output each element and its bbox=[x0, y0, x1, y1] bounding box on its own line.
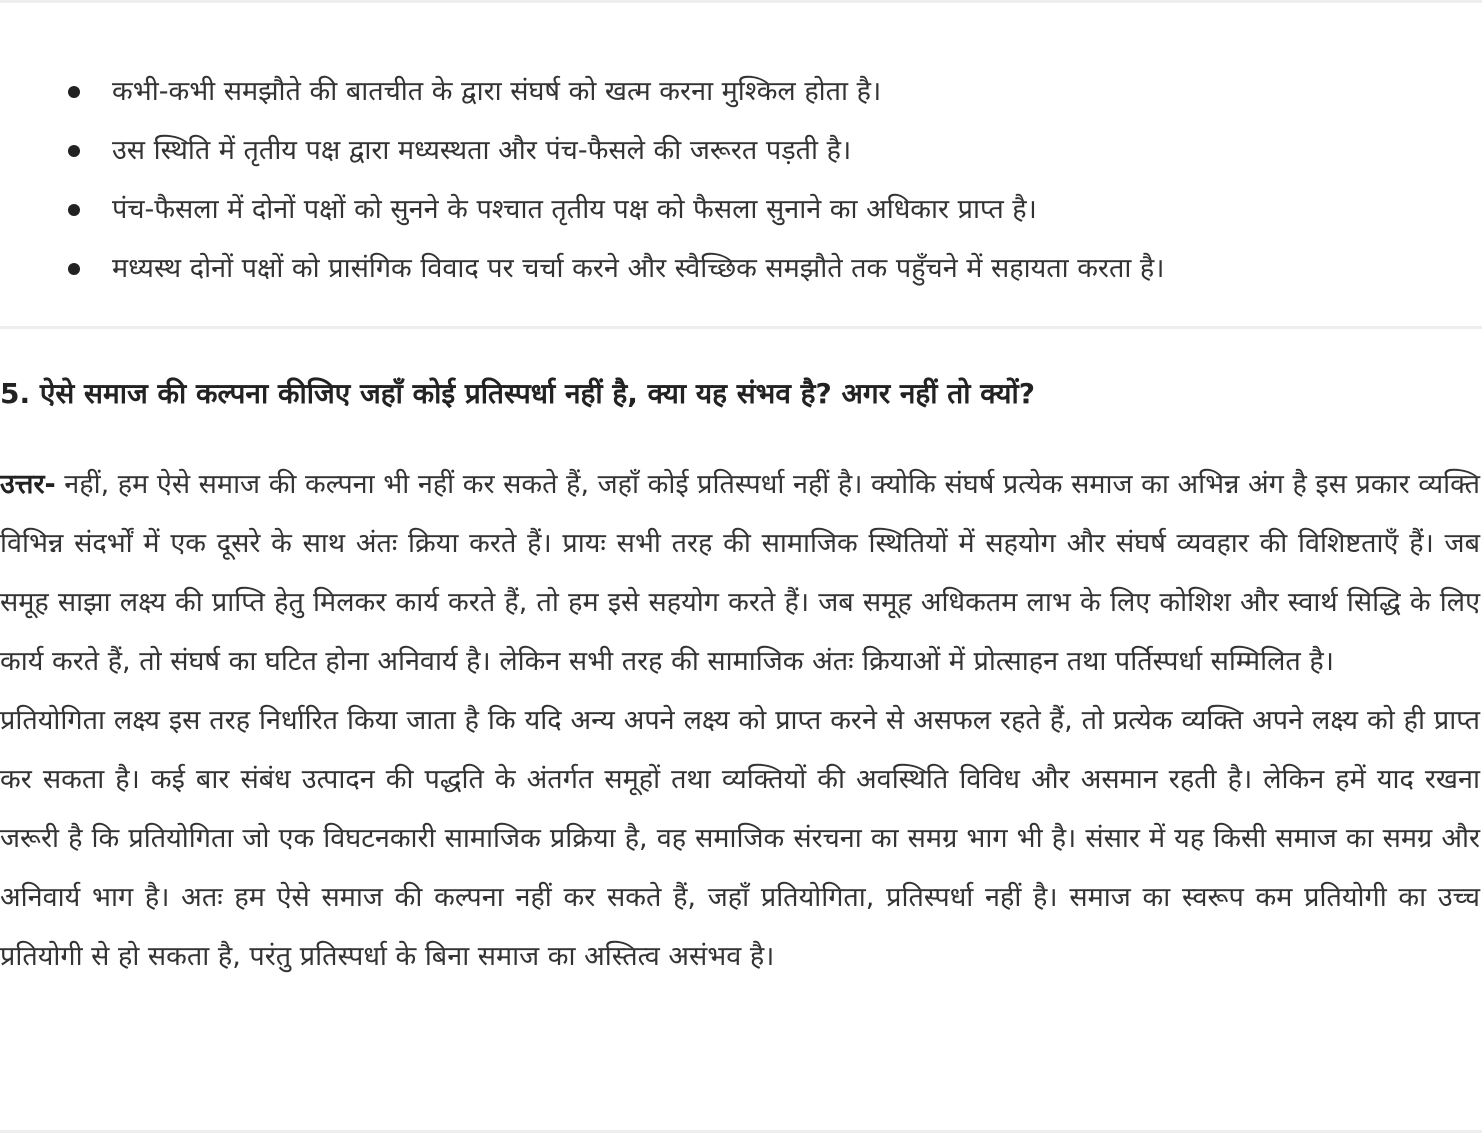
list-item-text: कभी-कभी समझौते की बातचीत के द्वारा संघर्ष को खत्म करना मुश्किल होता है। bbox=[112, 76, 882, 107]
list-item-text: पंच-फैसला में दोनों पक्षों को सुनने के पश्चात तृतीय पक्ष को फैसला सुनाने का अधिकार प्राप्त है। bbox=[112, 194, 1037, 225]
answer-paragraph bbox=[0, 455, 1480, 691]
answer-block bbox=[0, 455, 1480, 986]
bullet-icon bbox=[68, 204, 80, 216]
answer-label: उत्तर- bbox=[0, 469, 56, 500]
bullet-icon bbox=[68, 263, 80, 275]
bullet-icon bbox=[68, 145, 80, 157]
section-divider bbox=[0, 326, 1482, 329]
question-heading: 5. ऐसे समाज की कल्पना कीजिए जहाँ कोई प्रतिस्पर्धा नहीं है, क्या यह संभव है? अगर नहीं तो क्यों? bbox=[0, 377, 1035, 410]
list-item bbox=[112, 121, 1472, 180]
list-item bbox=[112, 62, 1472, 121]
list-item bbox=[112, 180, 1472, 239]
bullet-list bbox=[0, 62, 1472, 298]
answer-text: नहीं, हम ऐसे समाज की कल्पना भी नहीं कर सकते हैं, जहाँ कोई प्रतिस्पर्धा नहीं है। क्योकि संघर्ष प्रत्येक समाज का अभिन्न अंग है इस प्रकार व्यक्ति विभिन्न संदर्भों में एक दूसरे के साथ अंतः क्रिया करते हैं। प्रायः सभी तरह की सामाजिक स्थितियों में सहयोग और संघर्ष व्यवहार की विशिष्टताएँ हैं। जब समूह साझा लक्ष्य की प्राप्ति हेतु मिलकर कार्य करते हैं, तो हम इसे सहयोग करते हैं। जब समूह अधिकतम लाभ के लिए कोशिश और स्वार्थ सिद्धि के लिए कार्य करते हैं, तो संघर्ष का घटित होना अनिवार्य है। लेकिन सभी तरह की सामाजिक अंतः क्रियाओं में प्रोत्साहन तथा पर्तिस्पर्धा सम्मिलित है। bbox=[0, 469, 1480, 677]
list-item bbox=[112, 239, 1472, 298]
list-item-text: मध्यस्थ दोनों पक्षों को प्रासंगिक विवाद पर चर्चा करने और स्वैच्छिक समझौते तक पहुँचने में सहायता करता है। bbox=[112, 253, 1165, 284]
bottom-divider bbox=[0, 1130, 1482, 1133]
bullet-icon bbox=[68, 86, 80, 98]
top-divider bbox=[0, 0, 1482, 3]
list-item-text: उस स्थिति में तृतीय पक्ष द्वारा मध्यस्थता और पंच-फैसले की जरूरत पड़ती है। bbox=[112, 135, 852, 166]
answer-paragraph: प्रतियोगिता लक्ष्य इस तरह निर्धारित किया जाता है कि यदि अन्य अपने लक्ष्य को प्राप्त करने से असफल रहते हैं, तो प्रत्येक व्यक्ति अपने लक्ष्य को ही प्राप्त कर सकता है। कई बार संबंध उत्पादन की पद्धति के अंतर्गत समूहों तथा व्यक्तियों की अवस्थिति विविध और असमान रहती है। लेकिन हमें याद रखना जरूरी है कि प्रतियोगिता जो एक विघटनकारी सामाजिक प्रक्रिया है, वह समाजिक संरचना का समग्र भाग भी है। संसार में यह किसी समाज का समग्र और अनिवार्य भाग है। अतः हम ऐसे समाज की कल्पना नहीं कर सकते हैं, जहाँ प्रतियोगिता, प्रतिस्पर्धा नहीं है। समाज का स्वरूप कम प्रतियोगी का उच्च प्रतियोगी से हो सकता है, परंतु प्रतिस्पर्धा के बिना समाज का अस्तित्व असंभव है। bbox=[0, 705, 1480, 972]
